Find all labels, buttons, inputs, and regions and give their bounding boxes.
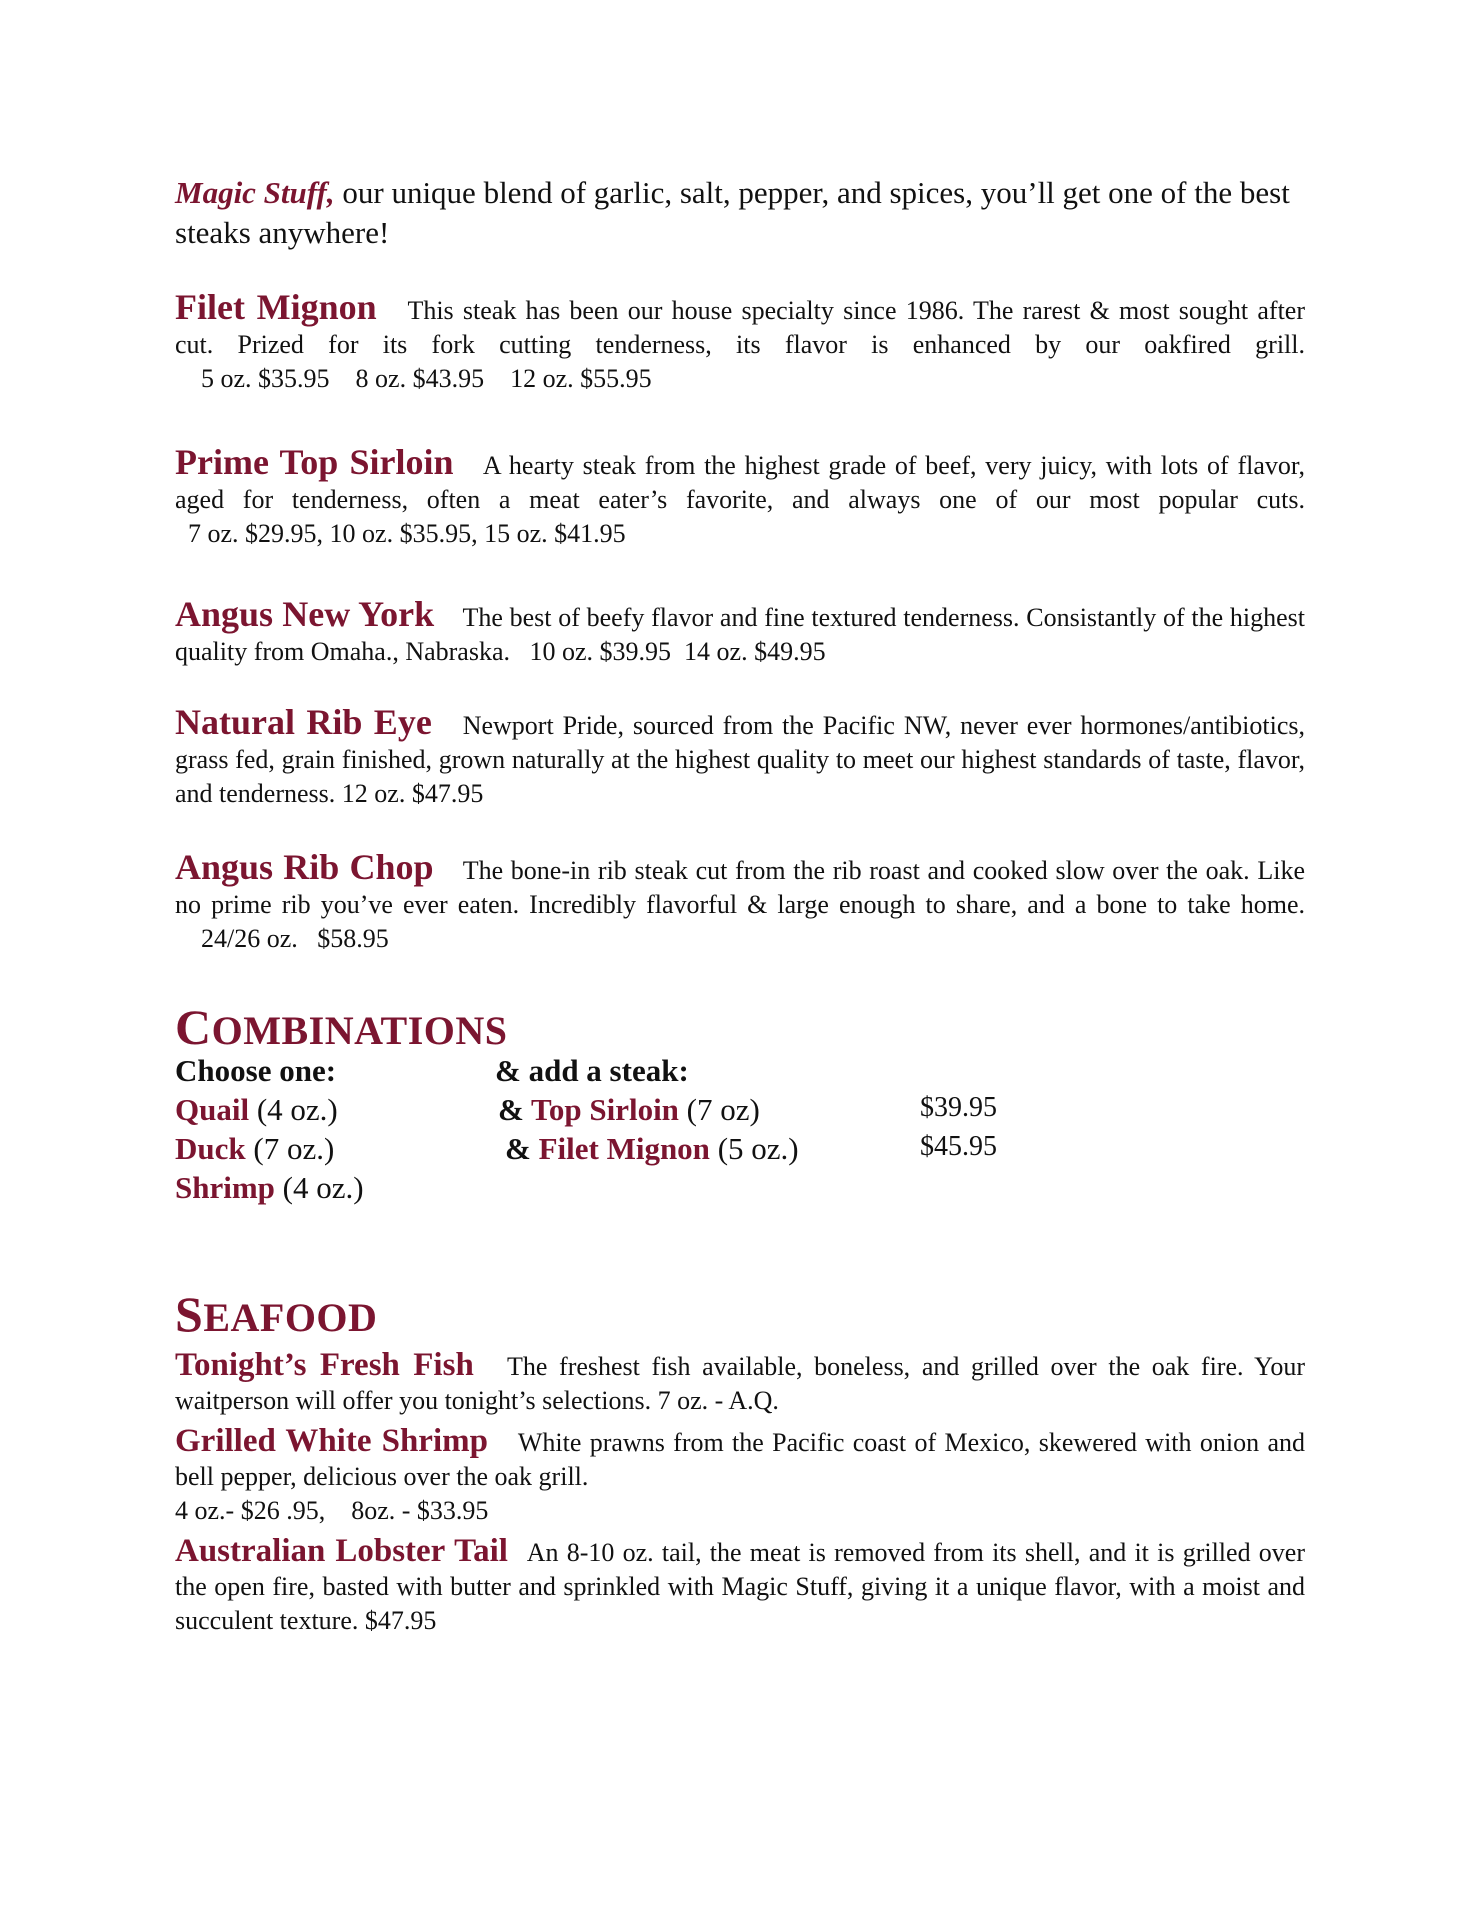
item-description: The best of beefy flavor and fine textured tenderness. Consistantly of the highest quality from Omaha., Nabraska. xyxy=(175,603,1305,666)
steak-name: Top Sirloin xyxy=(531,1092,679,1127)
combo-row-duck xyxy=(175,1131,1075,1171)
item-description: Newport Pride, sourced from the Pacific NW, never ever hormones/antibiotics, grass fed, grain finished, grown naturally at the highest quality to meet our highest standards of taste, flavor, and tenderness. xyxy=(175,711,1306,808)
item-description: The bone-in rib steak cut from the rib roast and cooked slow over the oak. Like no prime rib you’ve ever eaten. Incredibly flavorful & large enough to share, and a bone to take home. xyxy=(175,856,1305,919)
section-title-initial: S xyxy=(175,1286,204,1342)
item-name: Natural Rib Eye xyxy=(175,702,432,742)
item-prices: 24/26 oz. $58.95 xyxy=(175,924,389,953)
ampersand: & xyxy=(505,1131,539,1166)
combinations-header xyxy=(175,1053,1075,1093)
combo-price: $45.95 xyxy=(920,1131,997,1162)
menu-item-natural-rib-eye xyxy=(175,702,1306,811)
protein-size: (7 oz.) xyxy=(245,1131,335,1166)
steak-name: Filet Mignon xyxy=(538,1131,710,1166)
steak-size: (5 oz.) xyxy=(709,1131,799,1166)
section-title-combinations xyxy=(175,998,508,1056)
menu-item-angus-rib-chop xyxy=(175,847,1305,956)
steak-size: (7 oz) xyxy=(678,1092,760,1127)
item-description: This steak has been our house specialty since 1986. The rarest & most sought after cut. Prized for its fork cutting tenderness, its flavor is enhanced by our oakfired grill. xyxy=(175,296,1305,359)
protein-size: (4 oz.) xyxy=(249,1092,338,1127)
item-prices: 7 oz. $29.95, 10 oz. $35.95, 15 oz. $41.95 xyxy=(175,519,626,548)
combo-row-shrimp xyxy=(175,1170,1075,1210)
item-description: A hearty steak from the highest grade of beef, very juicy, with lots of flavor, aged for tenderness, often a meat eater’s favorite, and always one of our most popular cuts. xyxy=(175,451,1305,514)
ampersand: & xyxy=(498,1092,532,1127)
protein-name: Duck xyxy=(175,1131,246,1166)
protein-name: Quail xyxy=(175,1092,250,1127)
protein-name: Shrimp xyxy=(175,1170,275,1205)
menu-item-filet-mignon xyxy=(175,287,1305,396)
combo-protein xyxy=(175,1131,334,1167)
item-name: Grilled White Shrimp xyxy=(175,1423,488,1459)
item-prices: 4 oz.- $26 .95, 8oz. - $33.95 xyxy=(175,1496,489,1525)
item-name: Australian Lobster Tail xyxy=(175,1533,508,1569)
protein-size: (4 oz.) xyxy=(274,1170,364,1205)
item-description: White prawns from the Pacific coast of Mexico, skewered with onion and bell pepper, delicious over the oak grill. xyxy=(175,1428,1305,1491)
magic-stuff-brand: Magic Stuff, xyxy=(175,175,335,210)
item-prices: 12 oz. $47.95 xyxy=(335,779,484,808)
section-title-rest: EAFOOD xyxy=(203,1295,378,1340)
intro-text: our unique blend of garlic, salt, pepper, and spices, you’ll get one of the best steaks anywhere! xyxy=(175,175,1290,250)
item-prices: 10 oz. $39.95 14 oz. $49.95 xyxy=(510,637,826,666)
item-name: Tonight’s Fresh Fish xyxy=(175,1347,474,1383)
combo-protein xyxy=(175,1092,338,1128)
combo-header-choose: Choose one: xyxy=(175,1053,337,1088)
menu-item-fresh-fish xyxy=(175,1348,1305,1418)
item-name: Angus Rib Chop xyxy=(175,847,434,887)
menu-item-australian-lobster-tail xyxy=(175,1534,1305,1638)
magic-stuff-intro xyxy=(175,173,1315,253)
menu-item-angus-new-york xyxy=(175,594,1305,669)
combo-protein xyxy=(175,1170,364,1206)
menu-item-grilled-white-shrimp xyxy=(175,1424,1305,1528)
item-name: Filet Mignon xyxy=(175,287,377,327)
combo-header-add-steak: & add a steak: xyxy=(495,1053,689,1088)
item-prices: 5 oz. $35.95 8 oz. $43.95 12 oz. $55.95 xyxy=(175,364,652,393)
combo-steak xyxy=(505,1131,799,1167)
section-title-initial: C xyxy=(175,999,212,1055)
menu-item-prime-top-sirloin xyxy=(175,442,1305,551)
section-title-seafood xyxy=(175,1285,377,1343)
item-description: An 8-10 oz. tail, the meat is removed from its shell, and it is grilled over the open fire, basted with butter and sprinkled with Magic Stuff, giving it a unique flavor, with a moist and succulent texture. $47.95 xyxy=(175,1538,1305,1635)
combo-row-quail xyxy=(175,1092,1075,1132)
combo-steak xyxy=(498,1092,760,1128)
item-name: Prime Top Sirloin xyxy=(175,442,454,482)
combo-price: $39.95 xyxy=(920,1092,997,1123)
item-description: The freshest fish available, boneless, and grilled over the oak fire. Your waitperson will offer you tonight’s selections. 7 oz. - A.Q. xyxy=(175,1352,1306,1415)
item-name: Angus New York xyxy=(175,594,435,634)
section-title-rest: OMBINATIONS xyxy=(211,1008,508,1053)
